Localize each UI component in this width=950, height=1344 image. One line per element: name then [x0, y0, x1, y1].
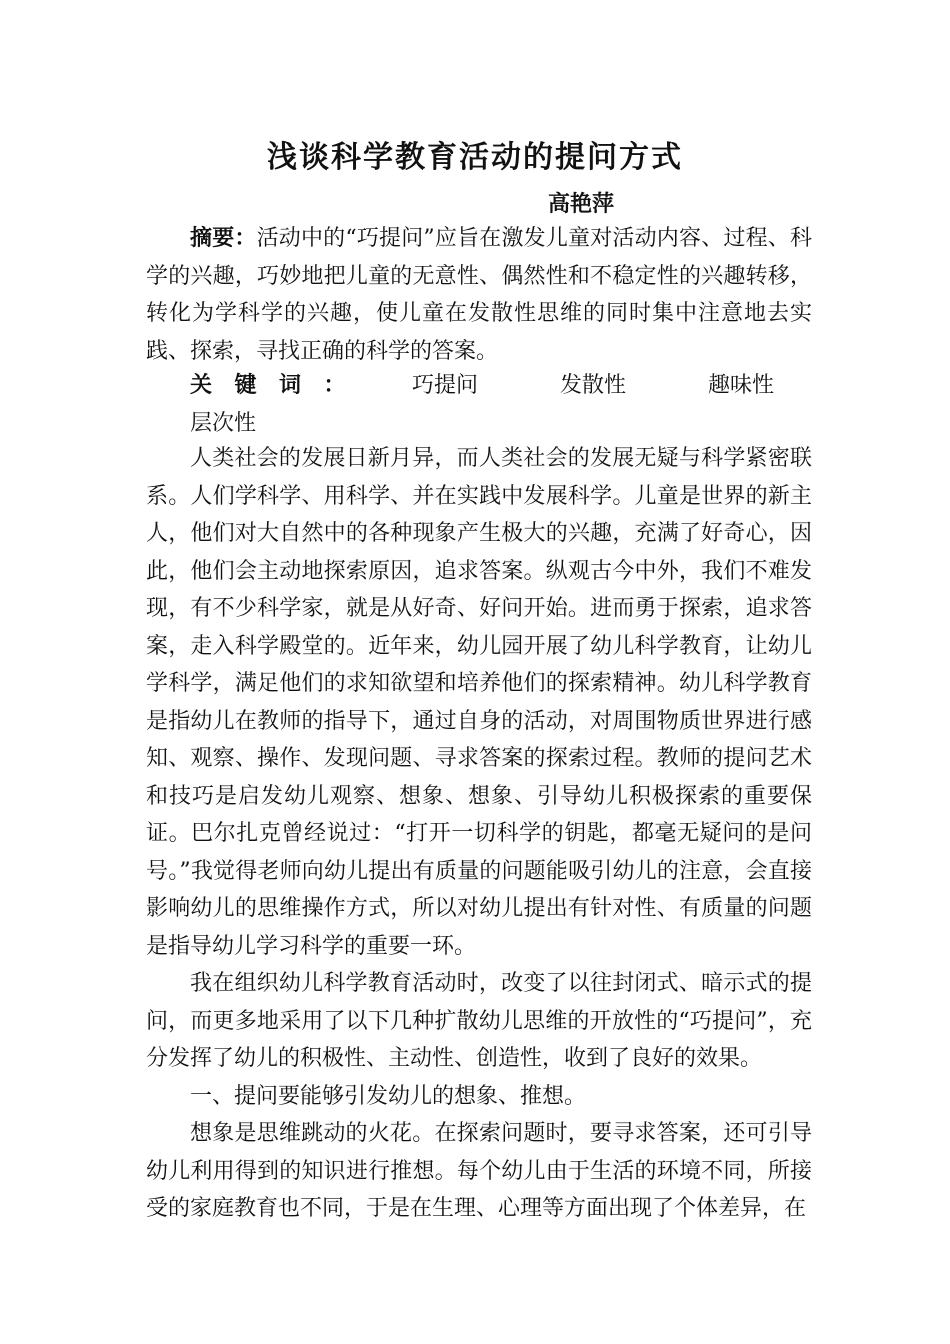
keywords-line	[146, 367, 812, 442]
keywords-section	[146, 367, 812, 442]
main-body	[146, 440, 812, 1228]
keyword: 趣味性	[707, 373, 774, 398]
document-title: 浅谈科学教育活动的提问方式	[267, 140, 683, 175]
abstract-text: 活动中的“巧提问”应旨在激发儿童对活动内容、过程、科学的兴趣，巧妙地把儿童的无意性、偶然性和不稳定性的兴趣转移，转化为学科学的兴趣，使儿童在发散性思维的同时集中注意地去实践、探索，寻找正确的科学的答案。	[146, 226, 812, 364]
keywords-label: 关键词：	[190, 372, 368, 398]
abstract-section	[146, 220, 812, 370]
keyword: 巧提问	[411, 373, 478, 398]
abstract-label: 摘要：	[190, 225, 257, 251]
section-heading: 一、提问要能够引发幼儿的想象、推想。	[190, 1083, 587, 1109]
body-paragraph: 我在组织幼儿科学教育活动时，改变了以往封闭式、暗示式的提问，而更多地采用了以下几种扩散幼儿思维的开放性的“巧提问”，充分发挥了幼儿的积极性、主动性、创造性，收到了良好的效果。	[146, 971, 812, 1071]
keyword: 发散性	[559, 373, 626, 398]
body-paragraph: 想象是思维跳动的火花。在探索问题时，要寻求答案，还可引导幼儿利用得到的知识进行推想。每个幼儿由于生活的环境不同，所接受的家庭教育也不同，于是在生理、心理等方面出现了个体差异，在	[146, 1121, 812, 1221]
abstract-paragraph	[146, 220, 812, 370]
keyword: 层次性	[190, 410, 257, 436]
author-name: 高艳萍	[548, 191, 615, 217]
body-paragraph: 人类社会的发展日新月异，而人类社会的发展无疑与科学紧密联系。人们学科学、用科学、并在实践中发展科学。儿童是世界的新主人，他们对大自然中的各种现象产生极大的兴趣，充满了好奇心，因此，他们会主动地探索原因，追求答案。纵观古今中外，我们不难发现，有不少科学家，就是从好奇、好问开始。进而勇于探索，追求答案，走入科学殿堂的。近年来，幼儿园开展了幼儿科学教育，让幼儿学科学，满足他们的求知欲望和培养他们的探索精神。幼儿科学教育是指幼儿在教师的指导下，通过自身的活动，对周围物质世界进行感知、观察、操作、发现问题、寻求答案的探索过程。教师的提问艺术和技巧是启发幼儿观察、想象、想象、引导幼儿积极探索的重要保证。巴尔扎克曾经说过：“打开一切科学的钥匙，都毫无疑问的是问号。”我觉得老师向幼儿提出有质量的问题能吸引幼儿的注意，会直接影响幼儿的思维操作方式，所以对幼儿提出有针对性、有质量的问题是指导幼儿学习科学的重要一环。	[146, 446, 812, 959]
